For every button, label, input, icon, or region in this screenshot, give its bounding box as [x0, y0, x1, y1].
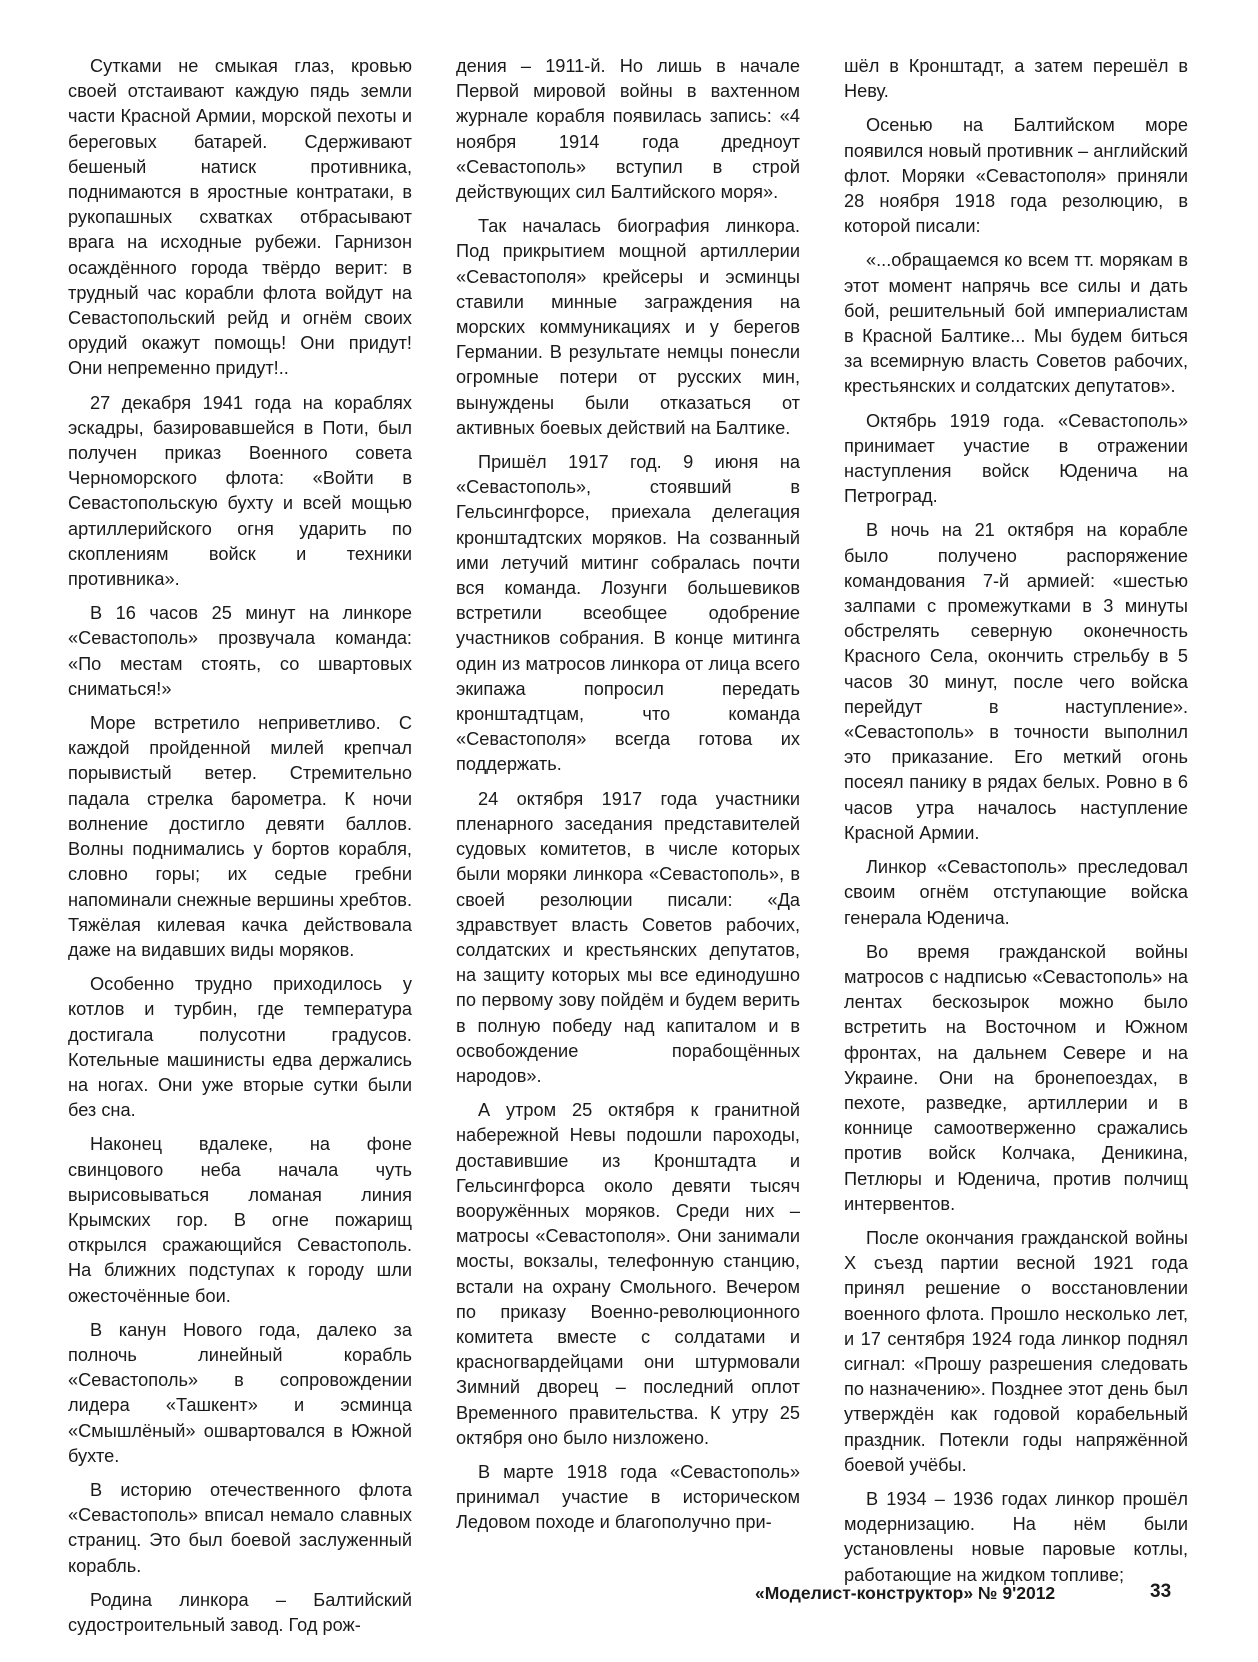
paragraph: 24 октября 1917 года участники пленарного заседания представителей судовых комитетов, в числе которых были моряки линкора «Севастополь», в своей резолюции писали: «Да здравствует власть Советов рабочих, солдатских и крестьянских депутатов, на защиту которых мы все единодушно по первому зову пойдём и будем верить в полную победу над капиталом и в освобождение порабощённых народов». — [456, 788, 800, 1086]
paragraph: В 1934 – 1936 годах линкор прошёл модернизацию. На нём были установлены новые паровые котлы, работающие на жидком топливе; — [844, 1488, 1188, 1585]
paragraph: Особенно трудно приходилось у котлов и турбин, где температура достигала полусотни градусов. Котельные машинисты едва держались на ногах. Они уже вторые сутки были без сна. — [68, 974, 412, 1121]
paragraph: В ночь на 21 октября на корабле было получено распоряжение командования 7-й армией: «шестью залпами с промежутками в 3 минуты обстрелять северную оконечность Красного Села, окончить стрельбу в 5 часов 30 минут, после чего войска перейдут в наступление». «Севастополь» в точности выполнил это приказание. Его меткий огонь посеял панику в рядах белых. Ровно в 6 часов утра началось наступление Красной Армии. — [844, 520, 1188, 843]
page-number: 33 — [1150, 1581, 1172, 1602]
column-2 — [456, 54, 800, 1574]
paragraph: Наконец вдалеке, на фоне свинцового неба начала чуть вырисовываться ломаная линия Крымских гор. В огне пожарищ открылся сражающийся Севастополь. На ближних подступах к городу шли ожесточённые бои. — [68, 1134, 412, 1306]
paragraph: А утром 25 октября к гранитной набережной Невы подошли пароходы, доставившие из Кронштадта и Гельсингфорса около девяти тысяч вооружённых моряков. Среди них – матросы «Севастополя». Они занимали мосты, вокзалы, телефонную станцию, встали на охрану Смольного. Вечером по приказу Военно-революционного комитета вместе с солдатами и красногвардейцами они штурмовали Зимний дворец – последний оплот Временного правительства. К утру 25 октября оно было низложено. — [456, 1100, 800, 1448]
paragraph: Пришёл 1917 год. 9 июня на «Севастополь», стоявший в Гельсингфорсе, приехала делегация кронштадтских моряков. На созванный ими летучий митинг собралась почти вся команда. Лозунги большевиков встретили всеобщее одобрение участников собрания. В конце митинга один из матросов линкора от лица всего экипажа попросил передать кронштадтцам, что команда «Севастополя» всегда готова их поддержать. — [456, 452, 800, 775]
paragraph: После окончания гражданской войны X съезд партии весной 1921 года принял решение о восстановлении военного флота. Прошло несколько лет, и 17 сентября 1924 года линкор поднял сигнал: «Прошу разрешения следовать по назначению». Позднее этот день был утверждён как годовой корабельный праздник. Потекли годы напряжённой боевой учёбы. — [844, 1227, 1188, 1475]
paragraph: Сутками не смыкая глаз, кровью своей отстаивают каждую пядь земли части Красной Армии, морской пехоты и береговых батарей. Сдерживают бешеный натиск противника, поднимаются в яростные контратаки, в рукопашных схватках отбрасывают врага на исходные рубежи. Гарнизон осаждённого города твёрдо верит: в трудный час корабли флота войдут на Севастопольский рейд и огнём своих орудий окажут помощь! Они придут! Они непременно придут!.. — [68, 56, 412, 379]
paragraph: Линкор «Севастополь» преследовал своим огнём отступающие войска генерала Юденича. — [844, 857, 1188, 928]
paragraph: В 16 часов 25 минут на линкоре «Севастополь» прозвучала команда: «По местам стоять, со швартовых сниматься!» — [68, 603, 412, 699]
column-1 — [68, 54, 412, 1635]
paragraph: 27 декабря 1941 года на кораблях эскадры, базировавшейся в Поти, был получен приказ Военного совета Черноморского флота: «Войти в Севастопольскую бухту и всей мощью артиллерийского огня ударить по скоплениям войск и техники противника». — [68, 392, 412, 590]
paragraph: Осенью на Балтийском море появился новый противник – английский флот. Моряки «Севастополя» приняли 28 ноября 1918 года резолюцию, в которой писали: — [844, 115, 1188, 237]
paragraph-continued: дения – 1911-й. Но лишь в начале Первой мировой войны в вахтенном журнале корабля появилась запись: «4 ноября 1914 года дредноут «Севастополь» вступил в строй действующих сил Балтийского моря». — [456, 56, 800, 203]
column-3 — [844, 54, 1188, 1585]
magazine-footer: «Моделист-конструктор» № 9'2012 — [755, 1583, 1056, 1603]
paragraph: В марте 1918 года «Севастополь» принимал участие в историческом Ледовом походе и благополучно при- — [456, 1461, 800, 1533]
paragraph: В канун Нового года, далеко за полночь линейный корабль «Севастополь» в сопровождении лидера «Ташкент» и эсминца «Смышлёный» ошвартовался в Южной бухте. — [68, 1319, 412, 1466]
paragraph: Октябрь 1919 года. «Севастополь» принимает участие в отражении наступления войск Юденича на Петроград. — [844, 410, 1188, 507]
paragraph: Так началась биография линкора. Под прикрытием мощной артиллерии «Севастополя» крейсеры и эсминцы ставили минные заграждения на морских коммуникациях и у берегов Германии. В результате немцы понесли огромные потери от русских мин, вынуждены были отказаться от активных боевых действий на Балтике. — [456, 216, 800, 438]
paragraph: «...обращаемся ко всем тт. морякам в этот момент напрячь все силы и дать бой, решительный бой империалистам в Красной Балтике... Мы будем биться за всемирную власть Советов рабочих, крестьянских и солдатских депутатов». — [844, 250, 1188, 397]
paragraph: Море встретило неприветливо. С каждой пройденной милей крепчал порывистый ветер. Стремительно падала стрелка барометра. К ночи волнение достигло девяти баллов. Волны поднимались у бортов корабля, словно горы; их седые гребни напоминали снежные вершины хребтов. Тяжёлая килевая качка действовала даже на видавших виды моряков. — [68, 713, 412, 960]
paragraph: В историю отечественного флота «Севастополь» вписал немало славных страниц. Это был боевой заслуженный корабль. — [68, 1479, 412, 1576]
paragraph-continued: шёл в Кронштадт, а затем перешёл в Неву. — [844, 56, 1188, 102]
paragraph: Во время гражданской войны матросов с надписью «Севастополь» на лентах бескозырок можно было встретить на Восточном и Южном фронтах, на дальнем Севере и на Украине. Они на бронепоездах, в пехоте, разведке, артиллерии и в коннице самоотверженно сражались против войск Колчака, Деникина, Петлюры и Юденича, против полчищ интервентов. — [844, 941, 1188, 1214]
paragraph: Родина линкора – Балтийский судостроительный завод. Год рож- — [68, 1589, 412, 1635]
